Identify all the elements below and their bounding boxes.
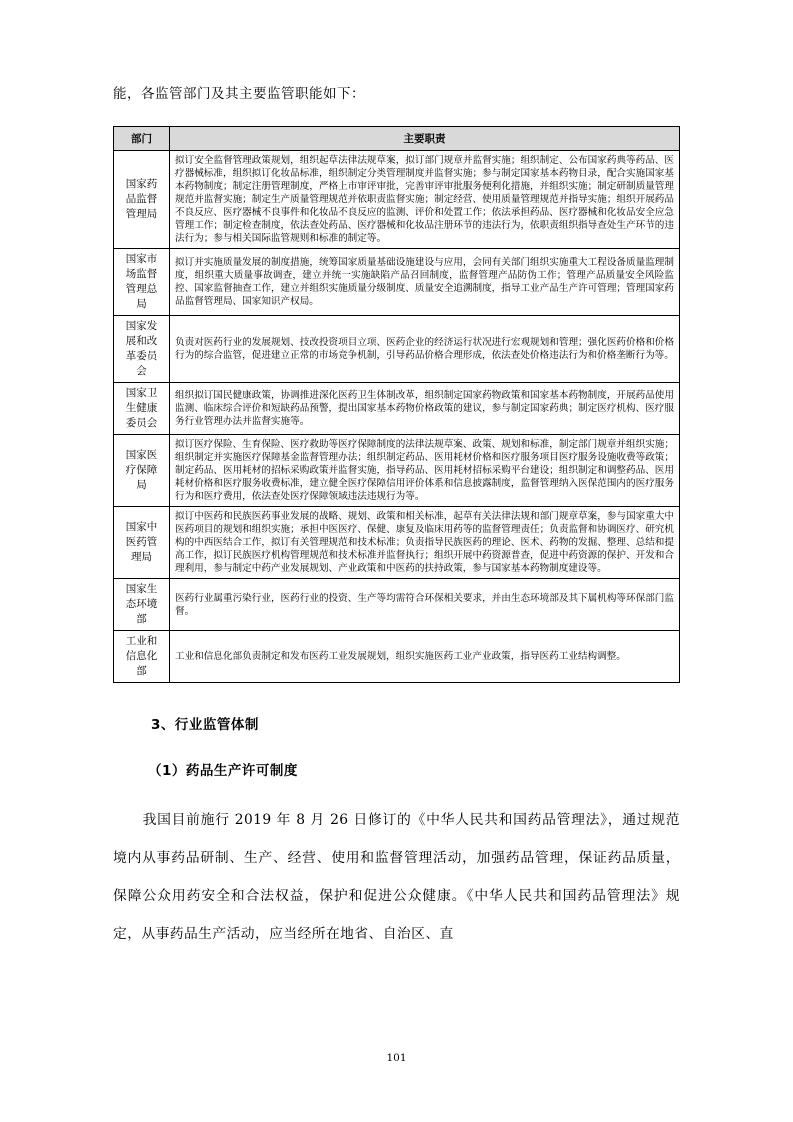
intro-line: 能，各监管部门及其主要监管职能如下：	[113, 86, 365, 102]
regulators-table	[113, 126, 680, 683]
table-row	[114, 507, 680, 579]
duty-cell: 负责对医药行业的发展规划、技改投资项目立项、医药企业的经济运行状况进行宏观规划和管理；强化医药价格和价格行为的综合监管，促进建立正常的市场竞争机制，引导药品价格合理形成，依法查处价格违法行为和价格垄断行为等。	[170, 316, 680, 383]
table-row	[114, 249, 680, 316]
table-row	[114, 435, 680, 507]
table-row	[114, 151, 680, 249]
header-dept: 部门	[114, 127, 170, 151]
section-heading-production-license: （1）药品生产许可制度	[148, 763, 298, 779]
duty-cell: 拟订安全监督管理政策规划，组织起草法律法规草案，拟订部门规章并监督实施；组织制定、公布国家药典等药品、医疗器械标准，组织拟订化妆品标准，组织制定分类管理制度并监督实施；参与制定国家基本药物目录，配合实施国家基本药物制度；制定注册管理制度，严格上市审评审批，完善审评审批服务便利化措施，并组织实施；制定研制质量管理规范并监督实施；制定生产质量管理规范并依职责监督实施；制定经营、使用质量管理规范并指导实施；组织开展药品不良反应、医疗器械不良事件和化妆品不良反应的监测、评价和处置工作；依法承担药品、医疗器械和化妆品安全应急管理工作；制定检查制度，依法查处药品、医疗器械和化妆品注册环节的违法行为，依职责组织指导查处生产环节的违法行为；参与相关国际监管规则和标准的制定等。	[170, 151, 680, 249]
table-row	[114, 383, 680, 435]
section-heading-regulation-system: 3、行业监管体制	[151, 717, 259, 733]
body-paragraph: 我国目前施行 2019 年 8 月 26 日修订的《中华人民共和国药品管理法》，通过规范境内从事药品研制、生产、经营、使用和监督管理活动，加强药品管理，保证药品质量，保障公众用药安全和合法权益，保护和促进公众健康。《中华人民共和国药品管理法》规定，从事药品生产活动，应当经所在地省、自治区、直	[113, 812, 680, 942]
document-page	[113, 84, 680, 953]
dept-cell: 工业和信息化部	[114, 631, 170, 683]
duty-cell: 工业和信息化部负责制定和发布医药工业发展规划，组织实施医药工业产业政策，指导医药工业结构调整。	[170, 631, 680, 683]
table-header-row	[114, 127, 680, 151]
table-row	[114, 631, 680, 683]
dept-cell: 国家中医药管理局	[114, 507, 170, 579]
duty-cell: 拟订医疗保险、生育保险、医疗救助等医疗保障制度的法律法规草案、政策、规划和标准，制定部门规章并组织实施；组织制定并实施医疗保障基金监督管理办法；组织制定药品、医用耗材价格和医疗服务项目医疗服务设施收费等政策；制定药品、医用耗材的招标采购政策并监督实施，指导药品、医用耗材招标采购平台建设；组织制定和调整药品、医用耗材价格和医疗服务收费标准，建立健全医疗保障信用评价体系和信息披露制度，监督管理纳入医保范围内的医疗服务行为和医疗费用，依法查处医疗保障领域违法违规行为等。	[170, 435, 680, 507]
dept-cell: 国家发展和改革委员会	[114, 316, 170, 383]
duty-cell: 医药行业属重污染行业，医药行业的投资、生产等均需符合环保相关要求，并由生态环境部及其下属机构等环保部门监督。	[170, 579, 680, 631]
page-number: 101	[386, 1052, 407, 1064]
dept-cell: 国家卫生健康委员会	[114, 383, 170, 435]
duty-cell: 拟订中医药和民族医药事业发展的战略、规划、政策和相关标准，起草有关法律法规和部门规章草案，参与国家重大中医药项目的规划和组织实施；承担中医医疗、保健、康复及临床用药等的监督管理责任；负责监督和协调医疗、研究机构的中西医结合工作，拟订有关管理规范和技术标准；负责指导民族医药的理论、医术、药物的发掘、整理、总结和提高工作，拟订民族医疗机构管理规范和技术标准并监督执行；组织开展中药资源普查，促进中药资源的保护、开发和合理利用，参与制定中药产业发展规划、产业政策和中医药的扶持政策，参与国家基本药物制度建设等。	[170, 507, 680, 579]
duty-cell: 拟订并实施质量发展的制度措施，统筹国家质量基础设施建设与应用，会同有关部门组织实施重大工程设备质量监理制度，组织重大质量事故调查，建立并统一实施缺陷产品召回制度，监督管理产品防伪工作；管理产品质量安全风险监控、国家监督抽查工作，建立并组织实施质量分级制度、质量安全追溯制度，指导工业产品生产许可管理；管理国家药品监督管理局、国家知识产权局。	[170, 249, 680, 316]
header-duty: 主要职责	[170, 127, 680, 151]
dept-cell: 国家生态环境部	[114, 579, 170, 631]
table-row	[114, 579, 680, 631]
dept-cell: 国家市场监督管理总局	[114, 249, 170, 316]
dept-cell: 国家医疗保障局	[114, 435, 170, 507]
table-row	[114, 316, 680, 383]
duty-cell: 组织拟订国民健康政策，协调推进深化医药卫生体制改革，组织制定国家药物政策和国家基本药物制度，开展药品使用监测、临床综合评价和短缺药品预警，提出国家基本药物价格政策的建议，参与制定国家药典；制定医疗机构、医疗服务行业管理办法并监督实施等。	[170, 383, 680, 435]
dept-cell: 国家药品监督管理局	[114, 151, 170, 249]
